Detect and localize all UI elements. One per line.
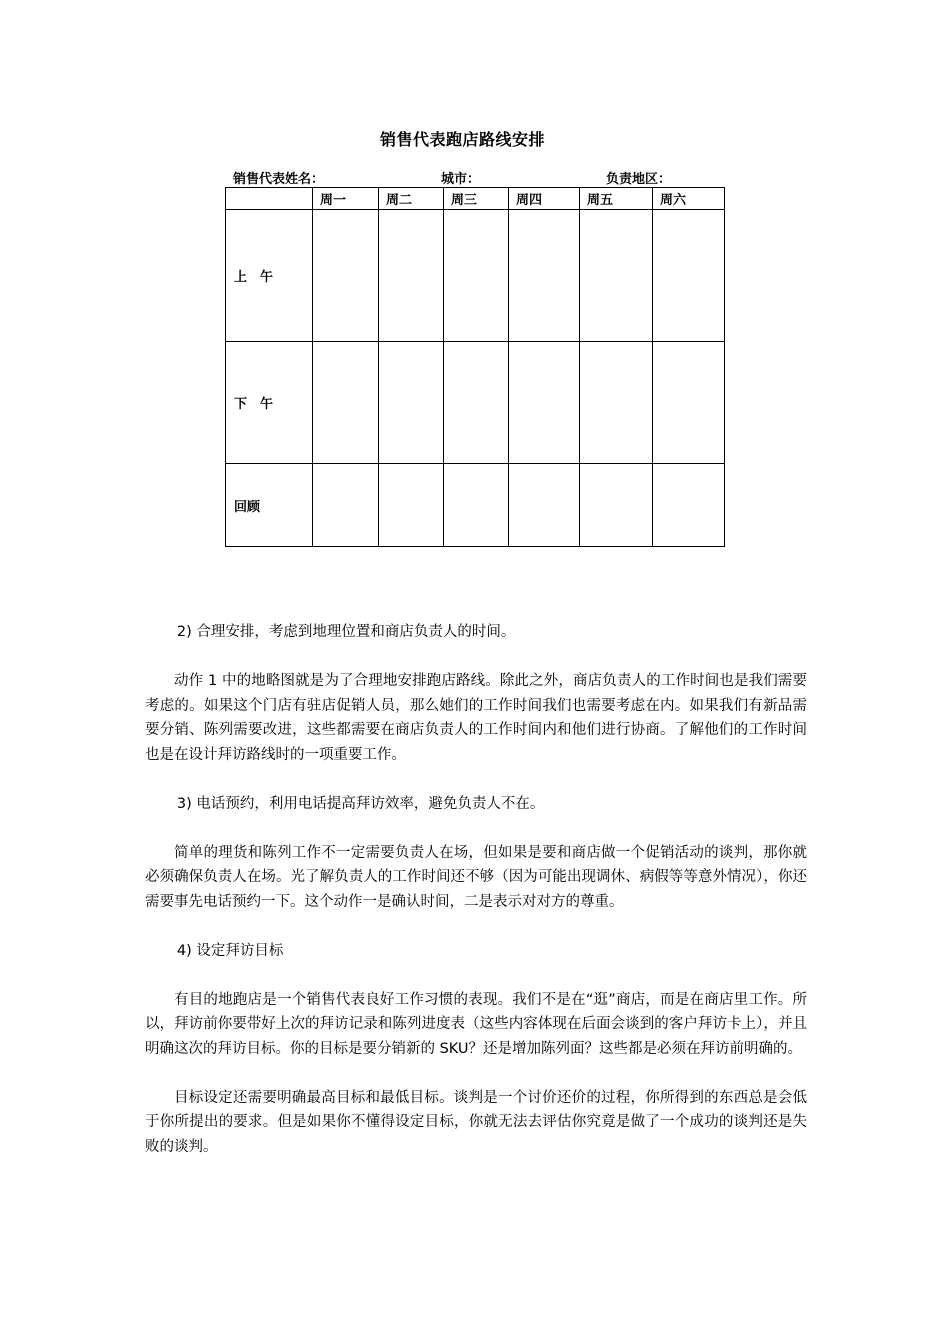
table-cell[interactable]: [580, 342, 653, 464]
info-row: [233, 168, 723, 188]
table-cell[interactable]: [580, 464, 653, 547]
table-cell[interactable]: [444, 464, 509, 547]
paragraph: 简单的理货和陈列工作不一定需要负责人在场，但如果是要和商店做一个促销活动的谈判，那你就必须确保负责人在场。光了解负责人的工作时间还不够（因为可能出现调休、病假等等意外情况），你还需要事先电话预约一下。这个动作一是确认时间，二是表示对对方的尊重。: [145, 844, 807, 910]
body-text: [145, 620, 807, 1184]
row-label-afternoon: 下 午: [226, 342, 313, 464]
area-label: 负责地区：: [606, 172, 672, 187]
header-saturday: 周六: [653, 188, 725, 210]
page-title: 销售代表跑店路线安排: [379, 130, 545, 149]
header-friday: 周五: [580, 188, 653, 210]
table-row-morning: [226, 210, 725, 342]
paragraph: 有目的地跑店是一个销售代表良好工作习惯的表现。我们不是在“逛”商店，而是在商店里工作。所以，拜访前你要带好上次的拜访记录和陈列进度表（这些内容体现在后面会谈到的客户拜访卡上），并且明确这次的拜访目标。你的目标是要分销新的 SKU？还是增加陈列面？这些都是必须在拜访前明确的。: [145, 991, 807, 1057]
table-cell[interactable]: [444, 210, 509, 342]
table-cell[interactable]: [313, 342, 379, 464]
table-cell[interactable]: [509, 210, 580, 342]
paragraph: 动作 1 中的地略图就是为了合理地安排跑店路线。除此之外，商店负责人的工作时间也是我们需要考虑的。如果这个门店有驻店促销人员，那么她们的工作时间我们也需要考虑在内。如果我们有新品需要分销、陈列需要改进，这些都需要在商店负责人的工作时间内和他们进行协商。了解他们的工作时间也是在设计拜访路线时的一项重要工作。: [145, 673, 807, 763]
schedule-table: [225, 187, 725, 547]
row-label-review: 回顾: [226, 464, 313, 547]
table-cell[interactable]: [379, 342, 444, 464]
section-heading-4: 4) 设定拜访目标: [176, 942, 284, 959]
table-cell[interactable]: [580, 210, 653, 342]
table-cell[interactable]: [313, 210, 379, 342]
header-blank: [226, 188, 313, 210]
rep-name-label: 销售代表姓名：: [233, 172, 325, 187]
paragraph: 目标设定还需要明确最高目标和最低目标。谈判是一个讨价还价的过程，你所得到的东西总是会低于你所提出的要求。但是如果你不懂得设定目标，你就无法去评估你究竟是做了一个成功的谈判还是失败的谈判。: [145, 1089, 807, 1155]
table-cell[interactable]: [653, 210, 725, 342]
table-cell[interactable]: [379, 464, 444, 547]
city-label: 城市：: [441, 172, 481, 187]
section-heading-3: 3) 电话预约，利用电话提高拜访效率，避免负责人不在。: [176, 795, 545, 812]
table-cell[interactable]: [313, 464, 379, 547]
table-cell[interactable]: [509, 464, 580, 547]
header-thursday: 周四: [509, 188, 580, 210]
table-row-review: [226, 464, 725, 547]
section-heading-2: 2) 合理安排，考虑到地理位置和商店负责人的时间。: [176, 624, 516, 640]
header-tuesday: 周二: [379, 188, 444, 210]
table-cell[interactable]: [653, 342, 725, 464]
row-label-morning: 上 午: [226, 210, 313, 342]
table-row-afternoon: [226, 342, 725, 464]
header-wednesday: 周三: [444, 188, 509, 210]
table-cell[interactable]: [379, 210, 444, 342]
table-cell[interactable]: [653, 464, 725, 547]
table-cell[interactable]: [509, 342, 580, 464]
table-header-row: [226, 188, 725, 210]
table-cell[interactable]: [444, 342, 509, 464]
header-monday: 周一: [313, 188, 379, 210]
